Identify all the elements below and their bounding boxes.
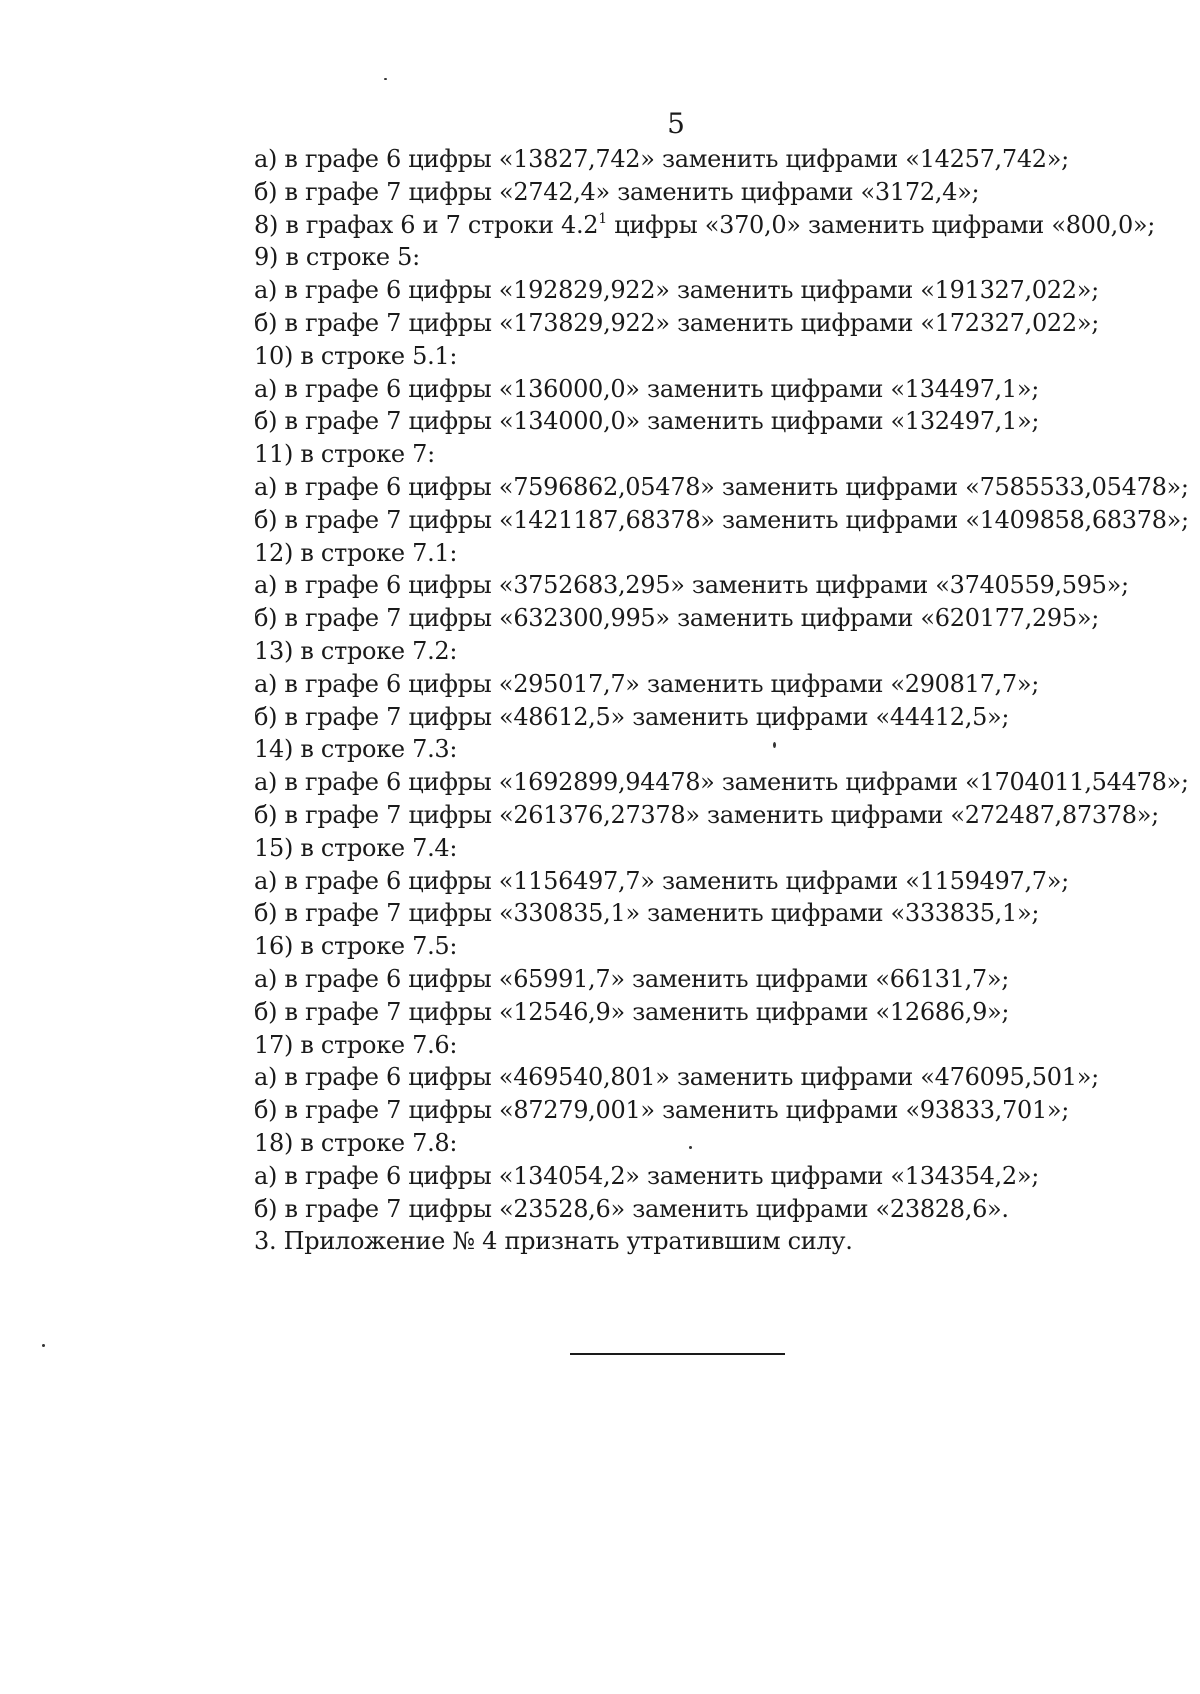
document-line: б) в графе 7 цифры «2742,4» заменить цифрами «3172,4»; [254, 177, 980, 206]
document-line: а) в графе 6 цифры «295017,7» заменить цифрами «290817,7»; [254, 669, 1040, 698]
scan-speck [773, 742, 776, 748]
document-body [254, 143, 1189, 1258]
superscript-index: 1 [598, 210, 607, 227]
document-line: б) в графе 7 цифры «330835,1» заменить цифрами «333835,1»; [254, 899, 1040, 928]
document-line: б) в графе 7 цифры «87279,001» заменить цифрами «93833,701»; [254, 1096, 1070, 1125]
document-line-text: цифры «370,0» заменить цифрами «800,0»; [606, 210, 1156, 239]
document-line: б) в графе 7 цифры «1421187,68378» заменить цифрами «1409858,68378»; [254, 505, 1189, 534]
document-line: а) в графе 6 цифры «192829,922» заменить цифрами «191327,022»; [254, 276, 1099, 305]
end-of-document-rule [570, 1353, 785, 1355]
document-line: а) в графе 6 цифры «1692899,94478» заменить цифрами «1704011,54478»; [254, 768, 1189, 797]
document-line: 12) в строке 7.1: [254, 538, 458, 567]
document-line: 11) в строке 7: [254, 440, 435, 469]
document-line: 13) в строке 7.2: [254, 636, 458, 665]
scan-speck [42, 1344, 45, 1347]
scan-speck [384, 78, 387, 80]
document-line: а) в графе 6 цифры «136000,0» заменить цифрами «134497,1»; [254, 374, 1040, 403]
document-line: а) в графе 6 цифры «134054,2» заменить цифрами «134354,2»; [254, 1161, 1040, 1190]
document-line: 3. Приложение № 4 признать утратившим силу. [254, 1227, 853, 1256]
document-line: а) в графе 6 цифры «7596862,05478» заменить цифрами «7585533,05478»; [254, 472, 1189, 501]
document-line: б) в графе 7 цифры «261376,27378» заменить цифрами «272487,87378»; [254, 800, 1159, 829]
scan-speck [689, 1146, 692, 1149]
document-line: б) в графе 7 цифры «23528,6» заменить цифрами «23828,6». [254, 1194, 1009, 1223]
document-line: а) в графе 6 цифры «65991,7» заменить цифрами «66131,7»; [254, 964, 1010, 993]
document-line: б) в графе 7 цифры «173829,922» заменить цифрами «172327,022»; [254, 308, 1100, 337]
document-line: а) в графе 6 цифры «3752683,295» заменить цифрами «3740559,595»; [254, 571, 1129, 600]
document-line [254, 209, 1174, 242]
document-line: 9) в строке 5: [254, 243, 420, 272]
document-line: 17) в строке 7.6: [254, 1030, 458, 1059]
document-line-text: 8) в графах 6 и 7 строки 4.2 [254, 210, 599, 239]
document-line: 16) в строке 7.5: [254, 932, 458, 961]
document-line: 14) в строке 7.3: [254, 735, 458, 764]
document-line: 10) в строке 5.1: [254, 341, 458, 370]
document-line: а) в графе 6 цифры «1156497,7» заменить цифрами «1159497,7»; [254, 866, 1069, 895]
document-line: а) в графе 6 цифры «13827,742» заменить цифрами «14257,742»; [254, 145, 1069, 173]
document-line: 18) в строке 7.8: [254, 1128, 458, 1157]
document-line: б) в графе 7 цифры «134000,0» заменить цифрами «132497,1»; [254, 407, 1040, 436]
document-line: 15) в строке 7.4: [254, 833, 458, 862]
page-number: 5 [667, 107, 685, 140]
document-line: б) в графе 7 цифры «632300,995» заменить цифрами «620177,295»; [254, 604, 1100, 633]
document-line: а) в графе 6 цифры «469540,801» заменить цифрами «476095,501»; [254, 1063, 1099, 1092]
document-line: б) в графе 7 цифры «48612,5» заменить цифрами «44412,5»; [254, 702, 1010, 731]
document-line: б) в графе 7 цифры «12546,9» заменить цифрами «12686,9»; [254, 997, 1010, 1026]
